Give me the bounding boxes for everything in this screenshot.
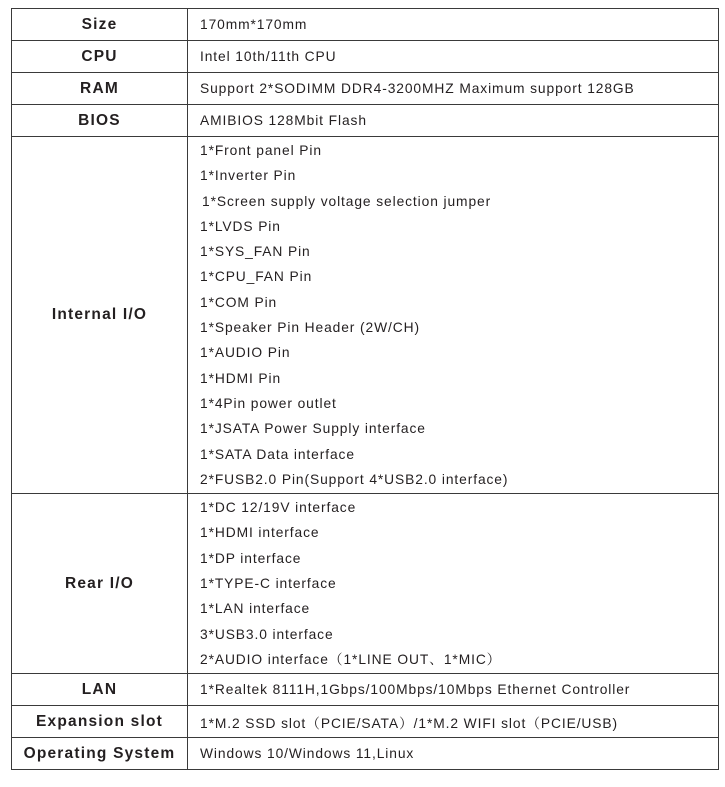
spec-value: 1*Realtek 8111H,1Gbps/100Mbps/10Mbps Ethernet Controller [188,674,719,706]
spec-label: Internal I/O [12,137,188,494]
list-item: 2*FUSB2.0 Pin(Support 4*USB2.0 interface) [200,471,509,487]
spec-value: Windows 10/Windows 11,Linux [188,738,719,770]
list-item: 2*AUDIO interface（1*LINE OUT、1*MIC） [200,651,502,667]
list-item: 1*DP interface [200,550,302,566]
list-item: 1*4Pin power outlet [200,395,337,411]
list-item: 1*Inverter Pin [200,168,297,184]
spec-label: Operating System [12,738,188,770]
spec-value: AMIBIOS 128Mbit Flash [188,105,719,137]
spec-row-operating-system [12,738,719,770]
spec-label: LAN [12,674,188,706]
spec-row-cpu [12,41,719,73]
spec-row-expansion-slot [12,706,719,738]
list-item: 1*SYS_FAN Pin [200,244,311,260]
list-item: 1*JSATA Power Supply interface [200,421,426,437]
list-item: 1*AUDIO Pin [200,345,291,361]
spec-row-bios [12,105,719,137]
spec-label: Expansion slot [12,706,188,738]
spec-row-rear-io [12,494,719,674]
list-item: 1*LAN interface [200,601,311,617]
list-item: 1*Screen supply voltage selection jumper [202,193,492,209]
list-item: 1*TYPE-C interface [200,576,337,592]
spec-value-list [188,494,719,674]
spec-row-lan [12,674,719,706]
spec-value-list [188,137,719,494]
list-item: 1*SATA Data interface [200,446,355,462]
list-item: 1*HDMI interface [200,525,320,541]
spec-table [11,8,719,770]
spec-row-size [12,9,719,41]
list-item: 3*USB3.0 interface [200,626,334,642]
spec-value: 1*M.2 SSD slot（PCIE/SATA）/1*M.2 WIFI slot（PCIE/USB) [188,706,719,738]
list-item: 1*HDMI Pin [200,370,282,386]
list-item: 1*COM Pin [200,294,278,310]
spec-label: BIOS [12,105,188,137]
spec-row-ram [12,73,719,105]
spec-label: CPU [12,41,188,73]
spec-label: Size [12,9,188,41]
list-item: 1*DC 12/19V interface [200,500,357,516]
spec-row-internal-io [12,137,719,494]
list-item: 1*Front panel Pin [200,143,322,158]
spec-value: 170mm*170mm [188,9,719,41]
spec-label: Rear I/O [12,494,188,674]
list-item: 1*LVDS Pin [200,218,281,234]
list-item: 1*Speaker Pin Header (2W/CH) [200,320,420,336]
spec-value: Intel 10th/11th CPU [188,41,719,73]
spec-label: RAM [12,73,188,105]
spec-value: Support 2*SODIMM DDR4-3200MHZ Maximum support 128GB [188,73,719,105]
list-item: 1*CPU_FAN Pin [200,269,313,285]
